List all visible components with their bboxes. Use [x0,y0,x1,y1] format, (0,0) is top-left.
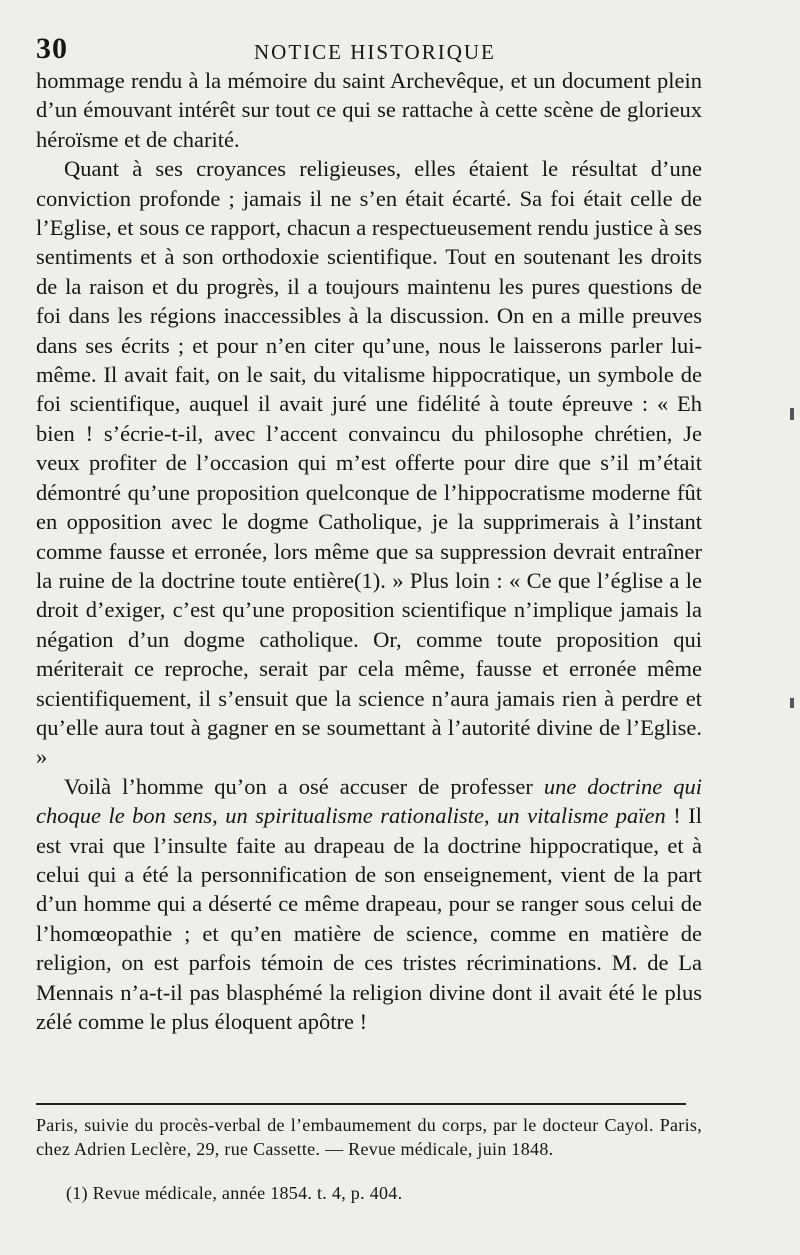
separator-1: , [212,803,226,829]
separator-2: , [484,803,498,829]
footnotes [36,1113,702,1205]
page-edge-mark [790,408,794,420]
paragraph-3-text-start: Voilà l’homme qu’on a osé accuser de professer [64,773,544,799]
page-header [36,30,756,70]
paragraph-3-text-end: ! Il est vrai que l’insulte faite au drapeau de la doctrine hippocratique, et à celui qui a été la personnification de son enseignement, vient de la part d’un homme qui a déserté ce même drapeau, pour se ranger sous celui de l’homœopathie ; et qu’en matière de science, comme en matière de religion, on est parfois témoin de ces tristes récriminations. M. de La Mennais n’a-t-il pas blasphémé la religion divine dont il avait été le plus zélé comme le plus éloquent apôtre ! [36,803,702,1034]
main-text [36,66,702,1036]
italic-quote-vitalisme: un vitalisme païen [497,803,666,829]
footnote-continued: Paris, suivie du procès-verbal de l’embaumement du corps, par le docteur Cayol. Paris, chez Adrien Leclère, 29, rue Cassette. — Revue médicale, juin 1848. [36,1115,702,1159]
italic-quote-doctrine: une doctrine qui choque le bon sens [36,773,702,829]
paragraph-3 [36,772,702,1037]
paragraph-2-text: Quant à ses croyances religieuses, elles étaient le résultat d’une conviction profonde ; jamais il ne s’en était écarté. Sa foi était celle de l’Eglise, et sous ce rapport, chacun a respectueusement rendu justice à ses sentiments et à son orthodoxie scientifique. Tout en soutenant les droits de la raison et du progrès, il a toujours maintenu les pures questions de foi dans les régions inaccessibles à la discussion. On en a mille preuves dans ses écrits ; et pour n’en citer qu’une, nous le laisserons parler lui-même. Il avait fait, on le sait, du vitalisme hippocratique, un symbole de foi scientifique, auquel il avait juré une fidélité à toute épreuve : « Eh bien ! s’écrie-t-il, avec l’accent convaincu du philosophe chrétien, Je veux profiter de l’occasion qui m’est offerte pour dire que s’il m’était démontré qu’une proposition quelconque de l’hippocratisme moderne fût en opposition avec le dogme Catholique, je la supprimerais à l’instant comme fausse et erronée, lors même que sa suppression devrait entraîner la ruine de la doctrine toute entière(1). » Plus loin : « Ce que l’église a le droit d’exiger, c’est qu’une proposition scientifique n’implique jamais la négation d’un dogme catholique. Or, comme toute proposition qui mériterait ce reproche, serait par cela même, fausse et erronée même scientifiquement, il s’ensuit que la science n’aura jamais rien à perdre et qu’elle aura tout à gagner en se soumettant à l’autorité divine de l’Eglise. » [36,156,702,770]
page-number: 30 [36,32,68,65]
paragraph-2 [36,154,702,772]
paragraph-1 [36,66,702,154]
italic-quote-spiritualisme: un spiritualisme rationaliste [225,803,484,829]
running-head: NOTICE HISTORIQUE [254,40,496,64]
footnote-rule [36,1103,686,1105]
footnote-1: (1) Revue médicale, année 1854. t. 4, p. 404. [66,1183,403,1203]
page-edge-mark [790,698,794,708]
paragraph-1-text: hommage rendu à la mémoire du saint Archevêque, et un document plein d’un émouvant intérêt sur tout ce qui se rattache à cette scène de glorieux héroïsme et de charité. [36,68,702,152]
